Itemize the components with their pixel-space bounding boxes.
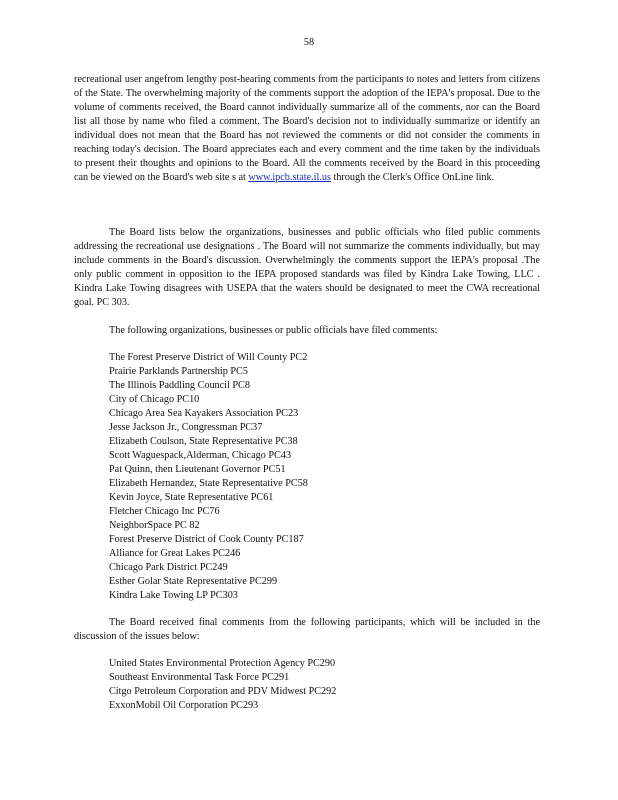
final-commenter-list	[109, 657, 529, 713]
list-item: Pat Quinn, then Lieutenant Governor PC51	[109, 464, 286, 475]
paragraph-commenters-heading: The following organizations, businesses or public officials have filed comments:	[109, 325, 438, 336]
list-item: Southeast Environmental Task Force PC291	[109, 672, 290, 683]
list-item: ExxonMobil Oil Corporation PC293	[109, 700, 259, 711]
list-item: Citgo Petroleum Corporation and PDV Midwest PC292	[109, 686, 337, 697]
list-item: Fletcher Chicago Inc PC76	[109, 506, 220, 517]
list-item: Forest Preserve District of Cook County PC187	[109, 534, 304, 545]
page-number: 58	[303, 37, 315, 48]
commenter-list	[109, 351, 529, 603]
paragraph-final-comments: The Board received final comments from the following participants, which will be included in the discussion of the issues below:	[74, 617, 540, 642]
list-item: Jesse Jackson Jr., Congressman PC37	[109, 422, 263, 433]
paragraph-1-tail: through the Clerk's Office OnLine link.	[333, 172, 495, 183]
list-item: Scott Waguespack,Alderman, Chicago PC43	[109, 450, 292, 461]
list-item: Prairie Parklands Partnership PC5	[109, 366, 248, 377]
list-item: Esther Golar State Representative PC299	[109, 576, 278, 587]
paragraph-public-comments-intro	[74, 73, 540, 185]
list-item: Elizabeth Coulson, State Representative PC38	[109, 436, 298, 447]
list-item: United States Environmental Protection Agency PC290	[109, 658, 336, 669]
list-item: Chicago Park District PC249	[109, 562, 228, 573]
list-item: Kevin Joyce, State Representative PC61	[109, 492, 274, 503]
list-item: Alliance for Great Lakes PC246	[109, 548, 241, 559]
list-item: Chicago Area Sea Kayakers Association PC23	[109, 408, 299, 419]
list-item: Kindra Lake Towing LP PC303	[109, 590, 238, 601]
list-item: NeighborSpace PC 82	[109, 520, 200, 531]
list-item: The Forest Preserve District of Will County PC2	[109, 352, 308, 363]
paragraph-commenters-summary: The Board lists below the organizations, businesses and public officials who filed public comments addressing the recreational use designations . The Board will not summarize the comments individually, but may include comments in the Board's discussion. Overwhelmingly the comments support the IEPA's proposal .The only public comment in opposition to the IEPA proposed standards was filed by Kindra Lake Towing, LLC . Kindra Lake Towing disagrees with USEPA that the waters should be designated to meet the CWA recreational goal. PC 303.	[74, 227, 540, 308]
list-item: The Illinois Paddling Council PC8	[109, 380, 250, 391]
paragraph-1-text: recreational user angefrom lengthy post-hearing comments from the participants to notes and letters from citizens of the State. The overwhelming majority of the comments support the adoption of the IEPA's proposal. Due to the volume of comments received, the Board cannot individually summarize all of the comments, nor can the Board list all those by name who filed a comment. The Board's decision not to individually summarize or identify an individual does not mean that the Board has not reviewed the comments or did not consider the comments in reaching today's decision. The Board appreciates each and every comment and the time taken by the individuals to present their thoughts and opinions to the Board. All the comments received by the Board in this proceeding can be viewed on the Board's web site s at	[74, 74, 540, 183]
list-item: Elizabeth Hernandez, State Representative PC58	[109, 478, 308, 489]
board-website-link[interactable]: www.ipcb.state.il.us	[248, 172, 331, 183]
list-item: City of Chicago PC10	[109, 394, 200, 405]
